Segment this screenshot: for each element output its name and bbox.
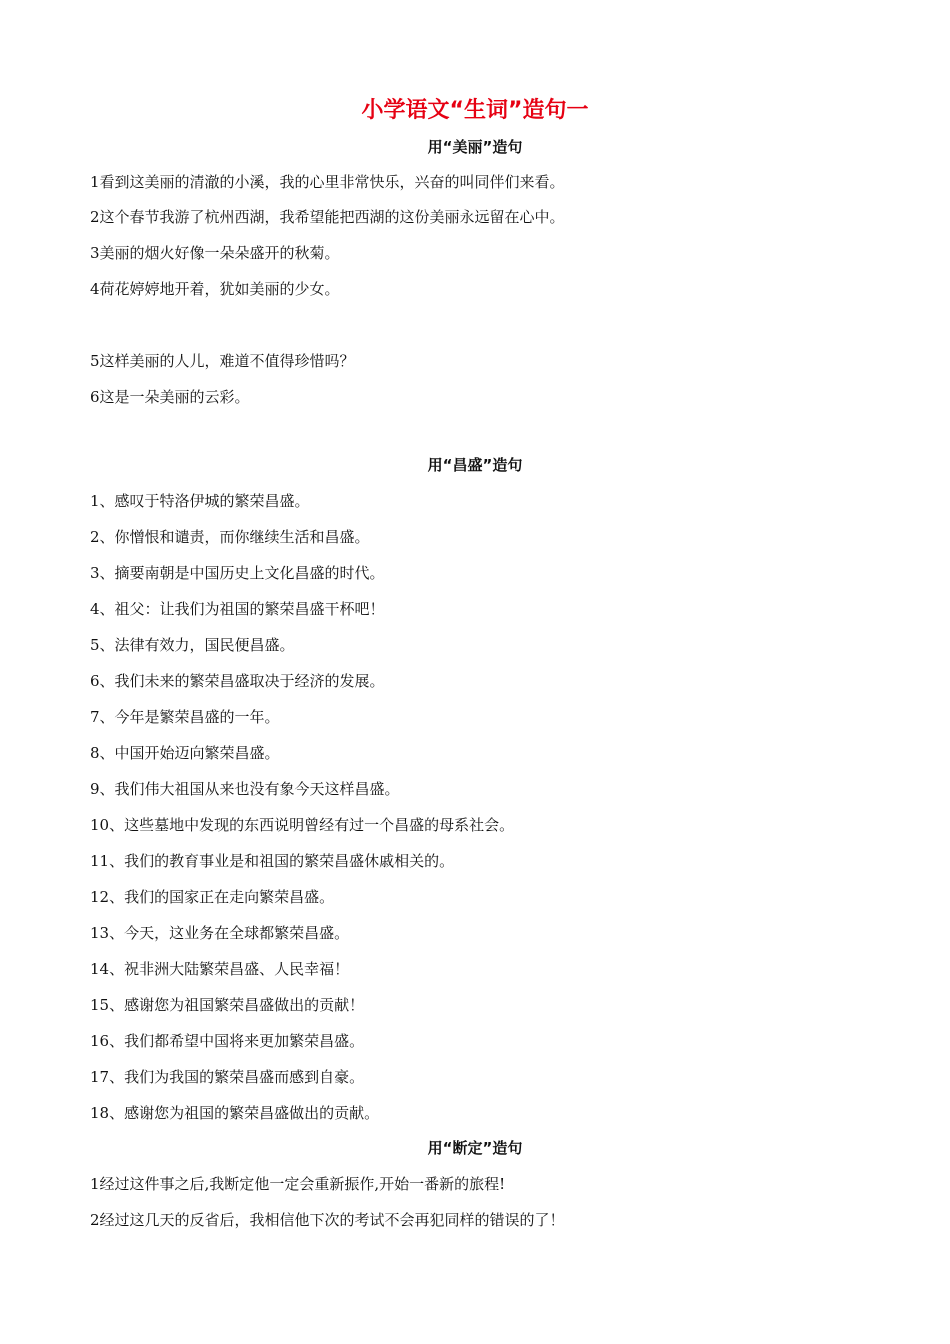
sentence-changsheng-11: 11、我们的教育事业是和祖国的繁荣昌盛休戚相关的。 xyxy=(90,852,455,870)
sentence-meili-1: 1看到这美丽的清澈的小溪，我的心里非常快乐，兴奋的叫同伴们来看。 xyxy=(90,173,565,191)
sentence-meili-6: 6这是一朵美丽的云彩。 xyxy=(90,388,250,406)
sentence-changsheng-17: 17、我们为我国的繁荣昌盛而感到自豪。 xyxy=(90,1068,365,1086)
sentence-duanding-1: 1经过这件事之后,我断定他一定会重新振作,开始一番新的旅程! xyxy=(90,1175,506,1193)
sentence-meili-4: 4荷花婷婷地开着，犹如美丽的少女。 xyxy=(90,280,340,298)
sentence-changsheng-3: 3、摘要南朝是中国历史上文化昌盛的时代。 xyxy=(90,564,385,582)
sentence-changsheng-16: 16、我们都希望中国将来更加繁荣昌盛。 xyxy=(90,1032,365,1050)
sentence-changsheng-9: 9、我们伟大祖国从来也没有象今天这样昌盛。 xyxy=(90,780,400,798)
sentence-meili-2: 2这个春节我游了杭州西湖，我希望能把西湖的这份美丽永远留在心中。 xyxy=(90,208,565,226)
sentence-changsheng-8: 8、中国开始迈向繁荣昌盛。 xyxy=(90,744,280,762)
sentence-changsheng-13: 13、今天，这业务在全球都繁荣昌盛。 xyxy=(90,924,350,942)
section-heading-meili: 用“美丽”造句 xyxy=(427,138,523,156)
sentence-changsheng-18: 18、感谢您为祖国的繁荣昌盛做出的贡献。 xyxy=(90,1104,380,1122)
sentence-meili-3: 3美丽的烟火好像一朵朵盛开的秋菊。 xyxy=(90,244,340,262)
sentence-changsheng-1: 1、感叹于特洛伊城的繁荣昌盛。 xyxy=(90,492,310,510)
sentence-changsheng-10: 10、这些墓地中发现的东西说明曾经有过一个昌盛的母系社会。 xyxy=(90,816,515,834)
sentence-changsheng-2: 2、你憎恨和谴责，而你继续生活和昌盛。 xyxy=(90,528,370,546)
sentence-changsheng-4: 4、祖父：让我们为祖国的繁荣昌盛干杯吧！ xyxy=(90,600,385,618)
document-title: 小学语文“生词”造句一 xyxy=(361,98,589,123)
section-heading-duanding: 用“断定”造句 xyxy=(427,1139,523,1157)
sentence-changsheng-7: 7、今年是繁荣昌盛的一年。 xyxy=(90,708,280,726)
sentence-changsheng-12: 12、我们的国家正在走向繁荣昌盛。 xyxy=(90,888,335,906)
sentence-changsheng-15: 15、感谢您为祖国繁荣昌盛做出的贡献！ xyxy=(90,996,365,1014)
sentence-changsheng-14: 14、祝非洲大陆繁荣昌盛、人民幸福！ xyxy=(90,960,350,978)
sentence-changsheng-6: 6、我们未来的繁荣昌盛取决于经济的发展。 xyxy=(90,672,385,690)
sentence-meili-5: 5这样美丽的人儿，难道不值得珍惜吗？ xyxy=(90,352,355,370)
sentence-duanding-2: 2经过这几天的反省后，我相信他下次的考试不会再犯同样的错误的了！ xyxy=(90,1211,565,1229)
sentence-changsheng-5: 5、法律有效力，国民便昌盛。 xyxy=(90,636,295,654)
section-heading-changsheng: 用“昌盛”造句 xyxy=(427,456,523,474)
